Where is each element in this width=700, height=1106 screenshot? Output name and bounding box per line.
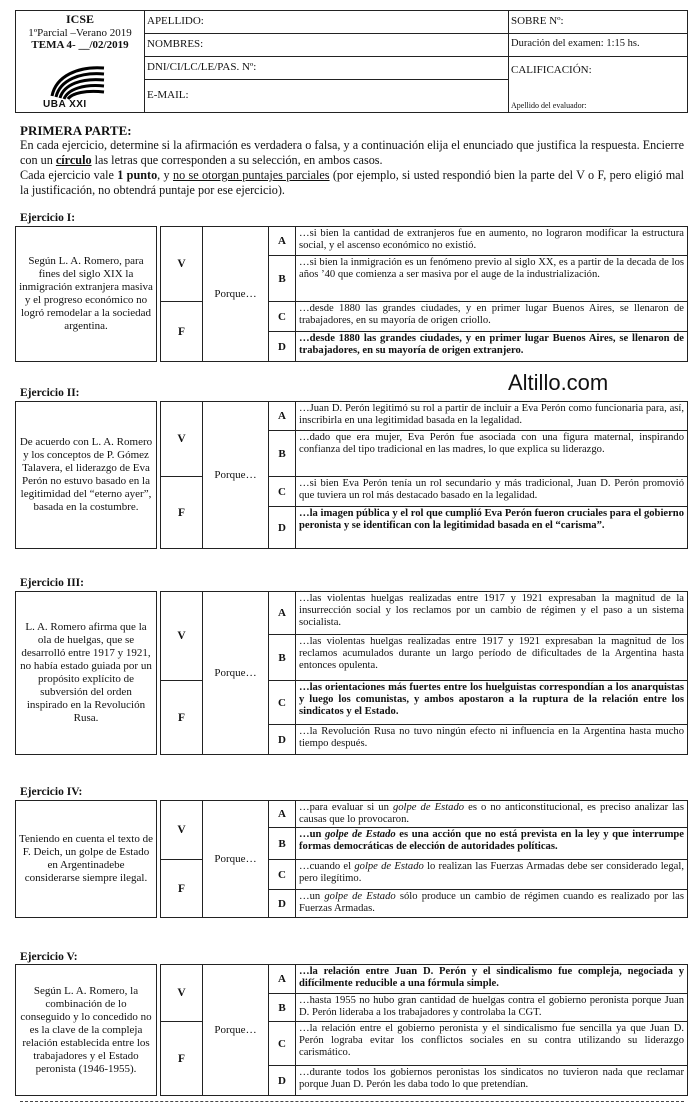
option-letter-d[interactable]: D: [269, 1066, 296, 1096]
uba-logo-icon: [48, 62, 108, 100]
option-letter-d[interactable]: D: [269, 890, 296, 918]
false-option[interactable]: F: [160, 477, 203, 549]
exercise-5: [15, 964, 688, 1096]
option-text: …cuando el golpe de Estado lo realizan las Fuerzas Armadas debe ser considerado legal, pero ilegítimo.: [296, 860, 688, 890]
option-letter-a[interactable]: A: [269, 964, 296, 994]
exam-name: 1ºParcial –Verano 2019: [28, 27, 132, 39]
calificacion-label: CALIFICACIÓN:: [511, 64, 592, 76]
option-letter-c[interactable]: C: [269, 477, 296, 507]
porque-label: Porque…: [203, 401, 269, 549]
section-title: PRIMERA PARTE:: [20, 123, 132, 138]
option-text: …Juan D. Perón legitimó su rol a partir de incluir a Eva Perón como funcionaria para, así, inscribirla en una legitimidad basada en la legalidad.: [296, 401, 688, 431]
exercise-statement: Según L. A. Romero, la combinación de lo conseguido y lo concedido no es la clave de la compleja relación establecida entre los trabajadores y el Estado peronista (1946-1955).: [15, 964, 157, 1096]
option-letter-d[interactable]: D: [269, 332, 296, 362]
option-text: …para evaluar si un golpe de Estado es o no anticonstitucional, es preciso analizar las causas que lo provocaron.: [296, 800, 688, 828]
true-option[interactable]: V: [160, 401, 203, 477]
porque-label: Porque…: [203, 964, 269, 1096]
option-text: …si bien Eva Perón tenía un rol secundario y más tradicional, Juan D. Perón promovió que tuviera un rol más destacado basado en la legalidad.: [296, 477, 688, 507]
sobre-field[interactable]: SOBRE Nº:: [508, 10, 688, 34]
institution-name: ICSE: [65, 12, 94, 26]
exercise-1: [15, 226, 688, 362]
option-text: …la relación entre el gobierno peronista y el sindicalismo fue sencilla ya que Juan D. Perón lograba evitar los conflictos sociales en su contra utilizando su liderazgo carismático.: [296, 1022, 688, 1066]
option-letter-b[interactable]: B: [269, 635, 296, 681]
option-text: …las violentas huelgas realizadas entre 1917 y 1921 expresaban la magnitud de la insurrección social y los reclamos por un cambio de régimen y el paso a un sistema socialista.: [296, 591, 688, 635]
option-letter-a[interactable]: A: [269, 800, 296, 828]
option-text: …dado que era mujer, Eva Perón fue asociada con una figura maternal, inspirando confianza del tipo tradicional en las madres, lo que explica su liderazgo.: [296, 431, 688, 477]
exercise-title: Ejercicio IV:: [20, 786, 83, 798]
exercise-statement: De acuerdo con L. A. Romero y los conceptos de P. Gómez Talavera, el liderazgo de Eva Perón no estuvo basado en la legitimidad del “eterno ayer”, basada en la costumbre.: [15, 401, 157, 549]
option-text: …la relación entre Juan D. Perón y el sindicalismo fue compleja, negociada y difícilmente reducible a una fórmula simple.: [296, 964, 688, 994]
exam-theme: TEMA 4- __/02/2019: [31, 39, 129, 51]
dashed-divider: [20, 1101, 684, 1102]
nombres-field[interactable]: NOMBRES:: [144, 33, 509, 57]
option-letter-d[interactable]: D: [269, 725, 296, 755]
option-text: …la imagen pública y el rol que cumplió Eva Perón fueron cruciales para el gobierno peronista y se identifican con la legitimidad basada en el “carisma”.: [296, 507, 688, 549]
option-letter-d[interactable]: D: [269, 507, 296, 549]
institution-block: [15, 10, 145, 113]
option-text: …la Revolución Rusa no tuvo ningún efecto ni influencia en la Argentina hasta mucho tiempo después.: [296, 725, 688, 755]
option-letter-c[interactable]: C: [269, 681, 296, 725]
instructions-paragraph-2: Cada ejercicio vale 1 punto, y no se otorgan puntajes parciales (por ejemplo, si usted respondió bien la parte del V o F, pero eligió mal la justificación, no obtendrá puntaje por ese ejercicio).: [20, 168, 684, 197]
logo-text: UBA XXI: [43, 99, 87, 110]
false-option[interactable]: F: [160, 860, 203, 918]
false-option[interactable]: F: [160, 1022, 203, 1096]
true-option[interactable]: V: [160, 226, 203, 302]
exercise-4: [15, 800, 688, 918]
apellido-field[interactable]: APELLIDO:: [144, 10, 509, 34]
option-letter-b[interactable]: B: [269, 828, 296, 860]
exercise-3: [15, 591, 688, 755]
option-letter-b[interactable]: B: [269, 431, 296, 477]
option-letter-c[interactable]: C: [269, 1022, 296, 1066]
calificacion-box[interactable]: [508, 56, 688, 113]
option-letter-c[interactable]: C: [269, 302, 296, 332]
exercise-title: Ejercicio V:: [20, 951, 78, 963]
instructions-paragraph-1: En cada ejercicio, determine si la afirmación es verdadera o falsa, y a continuación elija el enunciado que justifica la respuesta. Encierre con un círculo las letras que corresponden a su selección, en ambos casos.: [20, 138, 684, 167]
option-text: …las orientaciones más fuertes entre los huelguistas correspondían a los anarquistas y luego los comunistas, y ambos apostaron a la ruptura de la relación entre los sindicatos y el Estado.: [296, 681, 688, 725]
porque-label: Porque…: [203, 800, 269, 918]
false-option[interactable]: F: [160, 681, 203, 755]
email-field[interactable]: E-MAIL:: [144, 79, 509, 113]
option-letter-a[interactable]: A: [269, 226, 296, 256]
option-text: …hasta 1955 no hubo gran cantidad de huelgas contra el gobierno peronista porque Juan D. Perón lideraba a los trabajadores y controlaba la CGT.: [296, 994, 688, 1022]
watermark: Altillo.com: [508, 370, 609, 395]
true-option[interactable]: V: [160, 800, 203, 860]
option-text: …si bien la inmigración es un fenómeno previo al siglo XX, es a partir de la decada de los años ’40 que comienza a ser masiva por el auge de la industrialización.: [296, 256, 688, 302]
option-letter-b[interactable]: B: [269, 994, 296, 1022]
porque-label: Porque…: [203, 591, 269, 755]
false-option[interactable]: F: [160, 302, 203, 362]
instructions: [20, 123, 684, 198]
dni-field[interactable]: DNI/CI/LC/LE/PAS. Nº:: [144, 56, 509, 80]
option-text: …si bien la cantidad de extranjeros fue en aumento, no lograron modificar la estructura social, y el ascenso económico no existió.: [296, 226, 688, 256]
exercise-statement: Según L. A. Romero, para fines del siglo XIX la inmigración extranjera masiva y el progreso económico no logró remodelar a la sociedad argentina.: [15, 226, 157, 362]
exercise-statement: Teniendo en cuenta el texto de F. Deich, un golpe de Estado en Argentinadebe considerarse siempre ilegal.: [15, 800, 157, 918]
exercise-2: [15, 401, 688, 549]
option-text: …desde 1880 las grandes ciudades, y en primer lugar Buenos Aires, se llenaron de trabajadores, en su mayoría de origen criollo.: [296, 302, 688, 332]
exam-header: [15, 10, 688, 113]
duracion-field: Duración del examen: 1:15 hs.: [508, 33, 688, 57]
exercise-title: Ejercicio III:: [20, 577, 84, 589]
true-option[interactable]: V: [160, 591, 203, 681]
option-text: …desde 1880 las grandes ciudades, y en primer lugar Buenos Aires, se llenaron de trabajadores, en su mayoría de origen extranjero.: [296, 332, 688, 362]
exercise-statement: L. A. Romero afirma que la ola de huelgas, que se desarrolló entre 1917 y 1921, no había estado guiada por un propósito explícito de subversión del orden inspirado en la Revolución Rusa.: [15, 591, 157, 755]
option-text: …un golpe de Estado es una acción que no está prevista en la ley y que interrumpe formas democráticas de elección de autoridades políticas.: [296, 828, 688, 860]
exercise-title: Ejercicio I:: [20, 212, 76, 224]
exercise-title: Ejercicio II:: [20, 387, 80, 399]
option-letter-a[interactable]: A: [269, 401, 296, 431]
option-letter-c[interactable]: C: [269, 860, 296, 890]
evaluador-label: Apellido del evaluador:: [511, 101, 587, 110]
option-letter-a[interactable]: A: [269, 591, 296, 635]
porque-label: Porque…: [203, 226, 269, 362]
true-option[interactable]: V: [160, 964, 203, 1022]
option-letter-b[interactable]: B: [269, 256, 296, 302]
option-text: …las violentas huelgas realizadas entre 1917 y 1921 expresaban la magnitud de los reclamos acumulados durante un largo período de dificultades de la Argentina hasta entonces opulenta.: [296, 635, 688, 681]
option-text: …durante todos los gobiernos peronistas los sindicatos no tuvieron nada que reclamar porque Juan D. Perón les daba todo lo que pretendían.: [296, 1066, 688, 1096]
option-text: …un golpe de Estado sólo produce un cambio de régimen cuando es realizado por las Fuerzas Armadas.: [296, 890, 688, 918]
